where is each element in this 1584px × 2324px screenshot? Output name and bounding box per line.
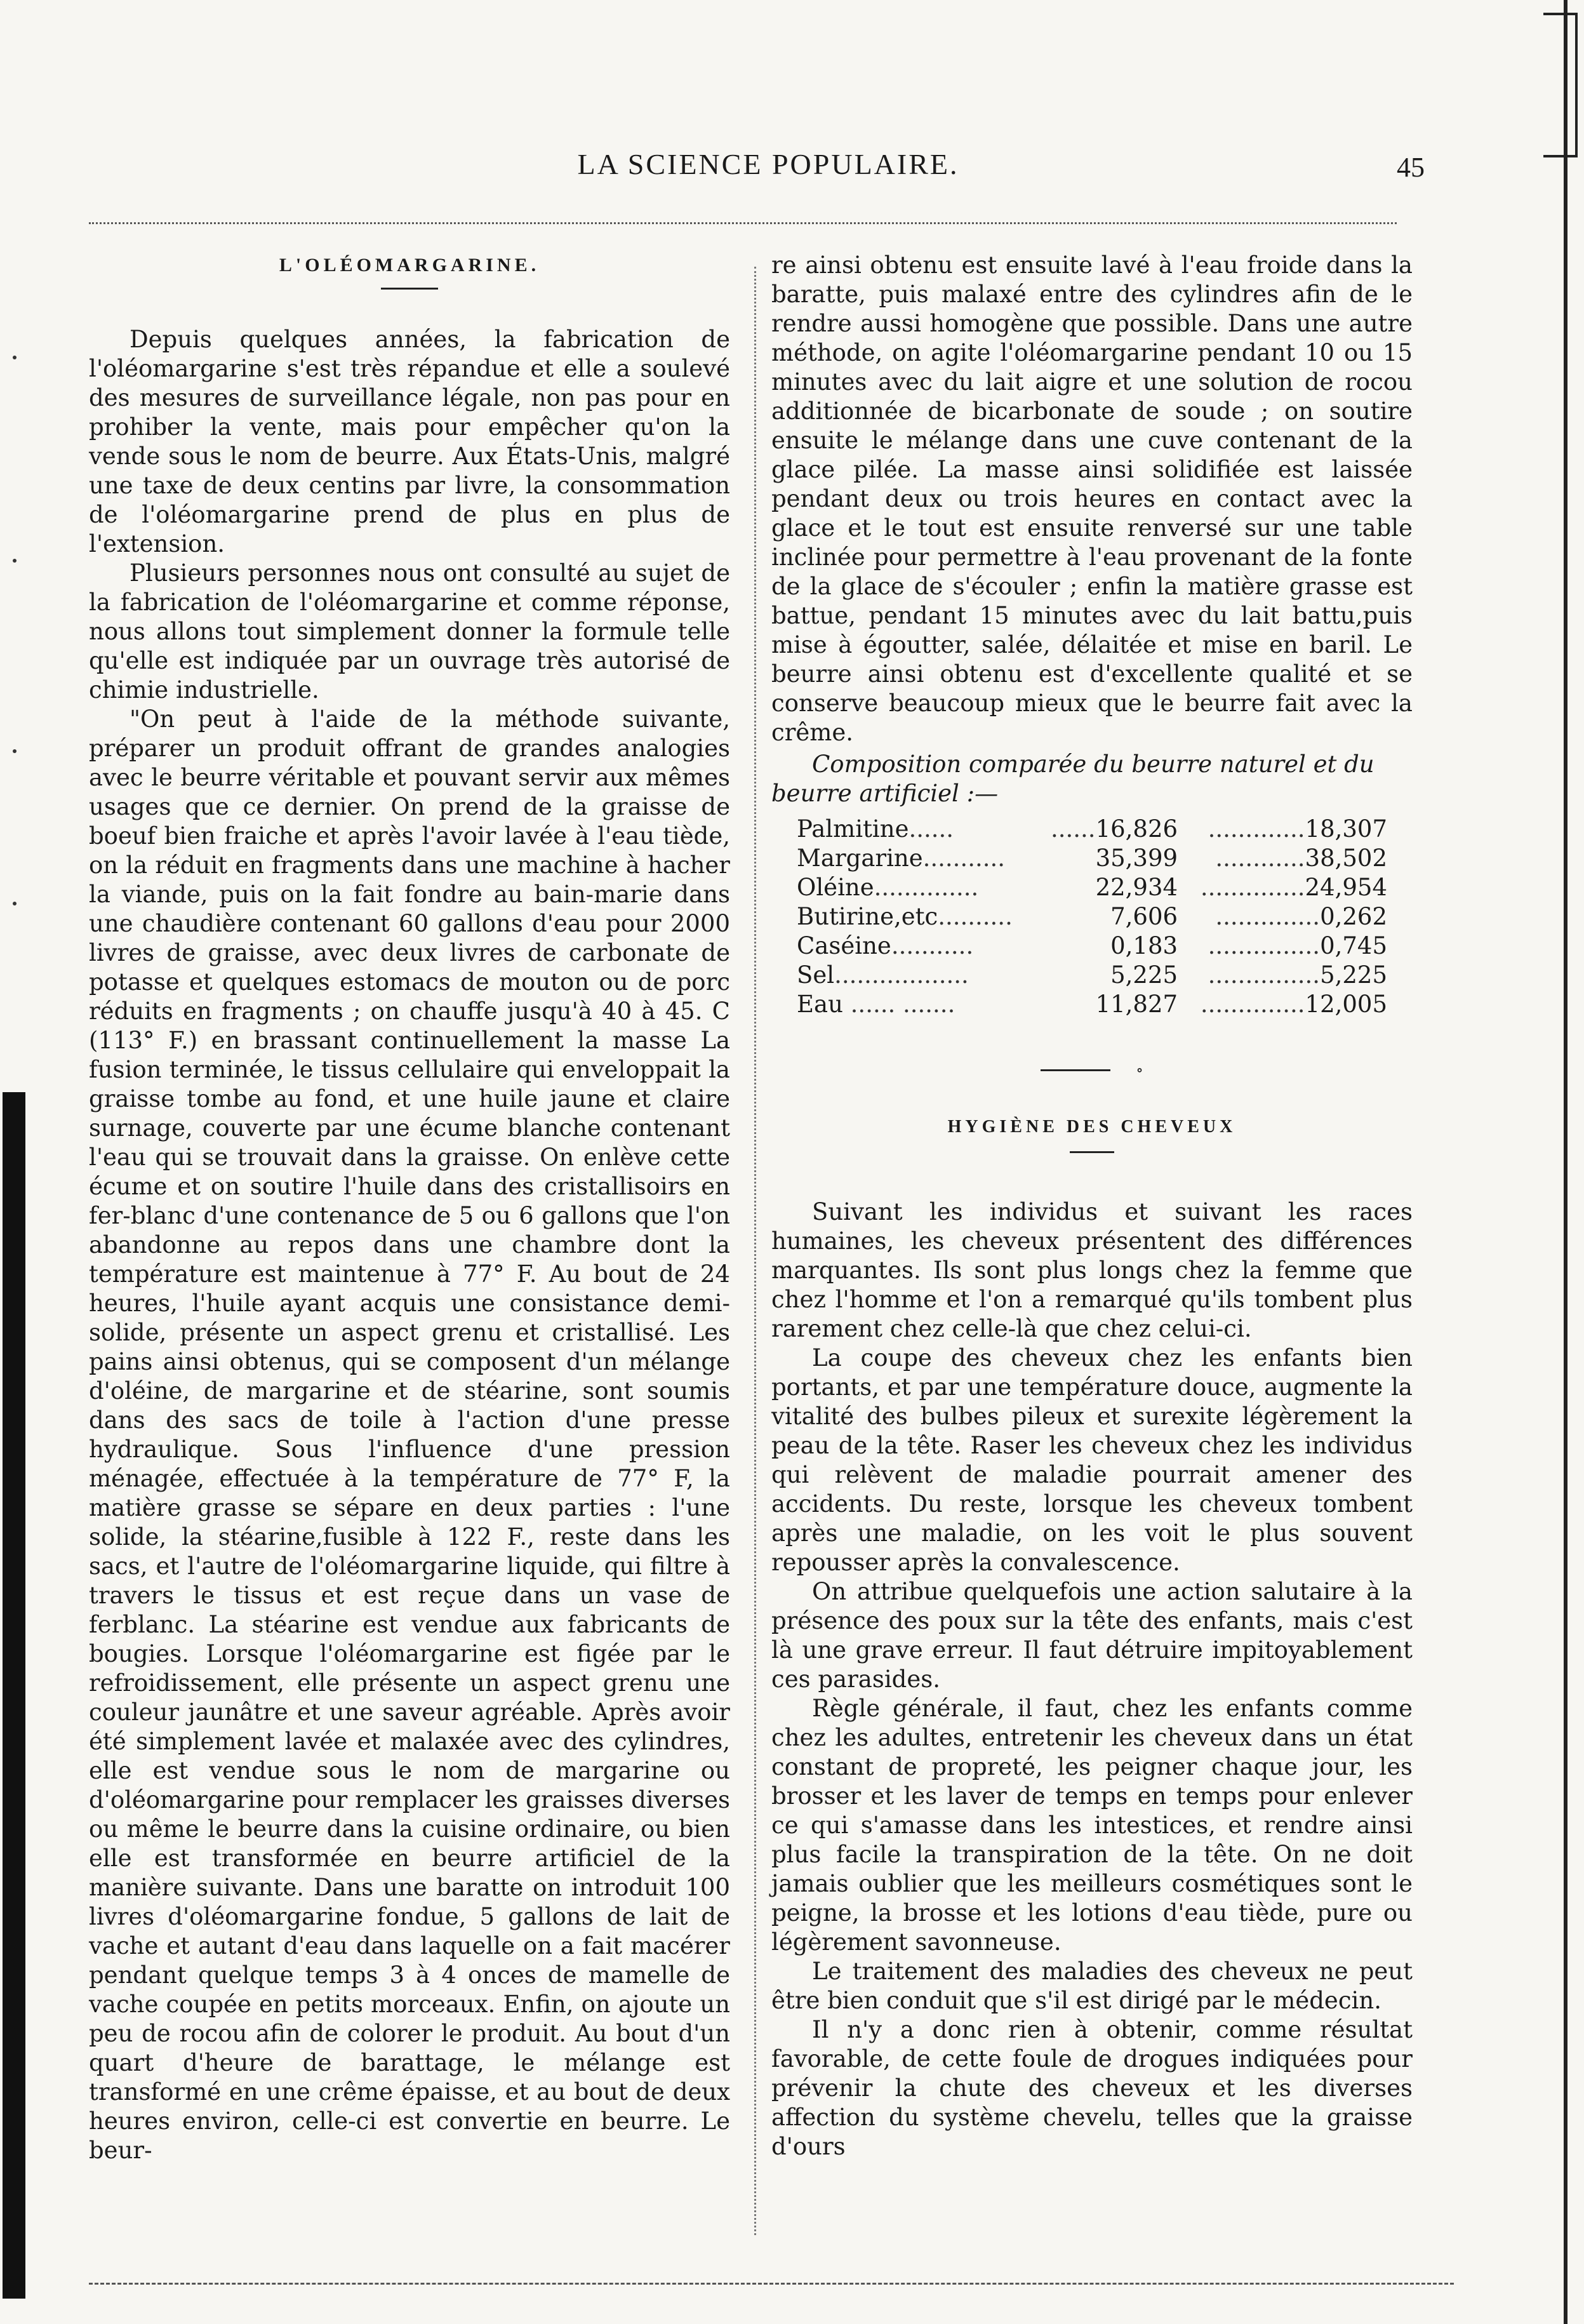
separator-ornament-icon: ∘ [1136,1061,1143,1079]
natural-value: 16,826 [1095,815,1178,843]
article-title: HYGIÈNE DES CHEVEUX [947,1117,1237,1137]
component-name: Margarine [797,845,923,872]
table-row: Butirine,etc.......... 7,606 ..............0,262 [797,903,1387,930]
natural-value: 35,399 [1095,845,1178,872]
left-margin-scan-artifacts [0,0,38,2324]
title-rule [381,288,438,290]
column-divider [754,267,756,2235]
margin-dot [13,749,17,753]
margin-dot [13,356,17,359]
component-name: Butirine,etc [797,903,938,930]
running-title: LA SCIENCE POPULAIRE. [577,148,959,180]
footer-rule [89,2283,1454,2285]
artificial-value: 0,745 [1320,932,1387,959]
artificial-value: 0,262 [1320,903,1387,930]
article-paragraph: Règle générale, il faut, chez les enfants comme chez les adultes, entretenir les cheveux dans un état constant de propreté, les peigner chaque jour, les brosser et les laver de temps en temps pour enlever ce qui s'amasse dans les intestices, et rendre ainsi plus facile la transpiration de la tête. On ne doit jamais oublier que les meilleurs cosmétiques sont le peigne, la brosse et les lotions d'eau tiède, pure ou légèrement savonneuse. [771,1695,1413,1956]
table-row: Oléine.............. 22,934 ..............24,954 [797,874,1387,901]
artificial-value: 5,225 [1320,961,1387,989]
separator-rule [1041,1069,1110,1071]
artificial-value: 18,307 [1305,815,1387,843]
table-row: Caséine........... 0,183 ...............0,745 [797,932,1387,959]
component-name: Eau [797,991,843,1018]
component-name: Sel [797,961,835,989]
margin-dot [13,559,17,563]
article-title: L'OLÉOMARGARINE. [279,255,540,276]
left-column [89,251,730,2165]
article-paragraph: La coupe des cheveux chez les enfants bien portants, et par une température douce, augmente la vitalité des bulbes pileux et surexite légèrement la peau de la tête. Raser les cheveux chez les individus qui relèvent de maladie pourrait amener des accidents. Du reste, lorsque les cheveux tombent après une maladie, on les voit le plus souvent repousser après la convalescence. [771,1344,1413,1576]
artificial-value: 12,005 [1305,991,1387,1018]
component-name: Oléine [797,874,874,901]
table-row: Margarine........... 35,399 ............38,502 [797,845,1387,872]
composition-title: Composition comparée du beurre naturel et du beurre artificiel :— [771,751,1374,807]
article-paragraph: Suivant les individus et suivant les races humaines, les cheveux présentent des différences marquantes. Ils sont plus longs chez la femme que chez l'homme et l'on a remarqué qu'ils tombent plus rarement chez celle-là que chez celui-ci. [771,1198,1413,1342]
page-edge [1564,0,1567,2324]
table-row: Eau ...... ....... 11,827 ..............12,005 [797,991,1387,1018]
natural-value: 11,827 [1095,991,1178,1018]
article-paragraph: Il n'y a donc rien à obtenir, comme résultat favorable, de cette foule de drogues indiquées pour prévenir la chute des cheveux et les diverses affection du système chevelu, telles que la graisse d'ours [771,2016,1413,2160]
natural-value: 7,606 [1110,903,1178,930]
natural-value: 22,934 [1095,874,1178,901]
title-rule [1070,1151,1114,1153]
article-paragraph: Plusieurs personnes nous ont consulté au sujet de la fabrication de l'oléomargarine et comme réponse, nous allons tout simplement donner la formule telle qu'elle est indiquée par un ouvrage très autorisé de chimie industrielle. [89,559,730,704]
table-row: Sel.................. 5,225 ...............5,225 [797,961,1387,989]
natural-value: 5,225 [1110,961,1178,989]
article-paragraph: On attribue quelquefois une action salutaire à la présence des poux sur la tête des enfants, mais c'est là une grave erreur. Il faut détruire impitoyablement ces parasides. [771,1578,1413,1693]
corner-mark [1543,13,1578,157]
article-separator [771,1061,1413,1079]
composition-table [797,815,1387,1019]
binding-shadow [3,1092,25,2299]
right-column [771,251,1413,2161]
right-margin-scan-artifacts [1527,0,1584,2324]
page-number: 45 [1397,152,1425,183]
artificial-value: 38,502 [1305,845,1387,872]
artificial-value: 24,954 [1305,874,1387,901]
component-name: Caséine [797,932,891,959]
article-paragraph: Le traitement des maladies des cheveux ne peut être bien conduit que s'il est dirigé par le médecin. [771,1958,1413,2014]
article-paragraph: "On peut à l'aide de la méthode suivante, préparer un produit offrant de grandes analogies avec le beurre véritable et pouvant servir aux mêmes usages que ce dernier. On prend de la graisse de boeuf bien fraiche et après l'avoir lavée à l'eau tiède, on la réduit en fragments dans une machine à hacher la viande, puis on la fait fondre au bain-marie dans une chaudière contenant 60 gallons d'eau pour 2000 livres de graisse, avec deux livres de carbonate de potasse et quelques estomacs de mouton ou de porc réduits en fragments ; on chauffe jusqu'à 40 à 45. C (113° F.) en brassant continuellement la masse La fusion terminée, le tissus cellulaire qui enveloppait la graisse tombe au fond, et une huile jaune et claire surnage, couverte par une écume blanche contenant l'eau qui se trouvait dans la graisse. On enlève cette écume et on soutire l'huile dans des cristallisoirs en fer-blanc d'une contenance de 5 ou 6 gallons que l'on abandonne au repos dans une chambre dont la température est maintenue à 77° F. Au bout de 24 heures, l'huile ayant acquis une consistance demi-solide, présente un aspect grenu et cristallisé. Les pains ainsi obtenus, qui se composent d'un mélange d'oléine, de margarine et de stéarine, sont soumis dans des sacs de toile à l'action d'une presse hydraulique. Sous l'influence d'une pression ménagée, effectuée à la température de 77° F, la matière grasse se sépare en deux parties : l'une solide, la stéarine,fusible à 122 F., reste dans les sacs, et l'autre de l'oléomargarine liquide, qui filtre à travers le tissus et est reçue dans un vase de ferblanc. La stéarine est vendue aux fabricants de bougies. Lorsque l'oléomargarine est figée par le refroidissement, elle présente un aspect grenu une couleur jaunâtre et une saveur agréable. Après avoir été simplement lavée et malaxée avec des cylindres, elle est vendue sous le nom de margarine ou d'oléomargarine pour remplacer les graisses diverses ou même le beurre dans la cuisine ordinaire, ou bien elle est transformée en beurre artificiel de la manière suivante. Dans une baratte on introduit 100 livres d'oléomargarine fondue, 5 gallons de lait de vache et autant d'eau dans laquelle on a fait macérer pendant quelque temps 3 à 4 onces de mamelle de vache coupée en petits morceaux. Enfin, on ajoute un peu de rocou afin de colorer le produit. Au bout d'un quart d'heure de barattage, le mélange est transformé en une crême épaisse, et au bout de deux heures environ, celle-ci est convertie en beurre. Le beur- [89,705,730,2164]
article-paragraph: re ainsi obtenu est ensuite lavé à l'eau froide dans la baratte, puis malaxé entre des cylindres afin de le rendre aussi homogène que possible. Dans une autre méthode, on agite l'oléomargarine pendant 10 ou 15 minutes avec du lait aigre et une solution de rocou additionnée de bicarbonate de soude ; on soutire ensuite le mélange dans une cuve contenant de la glace pilée. La masse ainsi solidifiée est laissée pendant deux ou trois heures en contact avec la glace et le tout est ensuite renversé sur une table inclinée pour permettre à l'eau provenant de la fonte de la glace de s'écouler ; enfin la matière grasse est battue, pendant 15 minutes avec du lait battu,puis mise à égoutter, salée, délaitée et mise en baril. Le beurre ainsi obtenu est d'excellente qualité et se conserve beaucoup mieux que le beurre fait avec la crême. [771,251,1413,746]
table-row: Palmitine...... ......16,826 .............18,307 [797,815,1387,843]
article-paragraph: Depuis quelques années, la fabrication de l'oléomargarine s'est très répandue et elle a soulevé des mesures de surveillance légale, non pas pour en prohiber la vente, mais pour empêcher qu'on la vende sous le nom de beurre. Aux États-Unis, malgré une taxe de deux centins par livre, la consommation de l'oléomargarine prend de plus en plus de l'extension. [89,326,730,558]
natural-value: 0,183 [1110,932,1178,959]
header-rule [89,222,1397,226]
component-name: Palmitine [797,815,909,843]
margin-dot [13,902,17,905]
